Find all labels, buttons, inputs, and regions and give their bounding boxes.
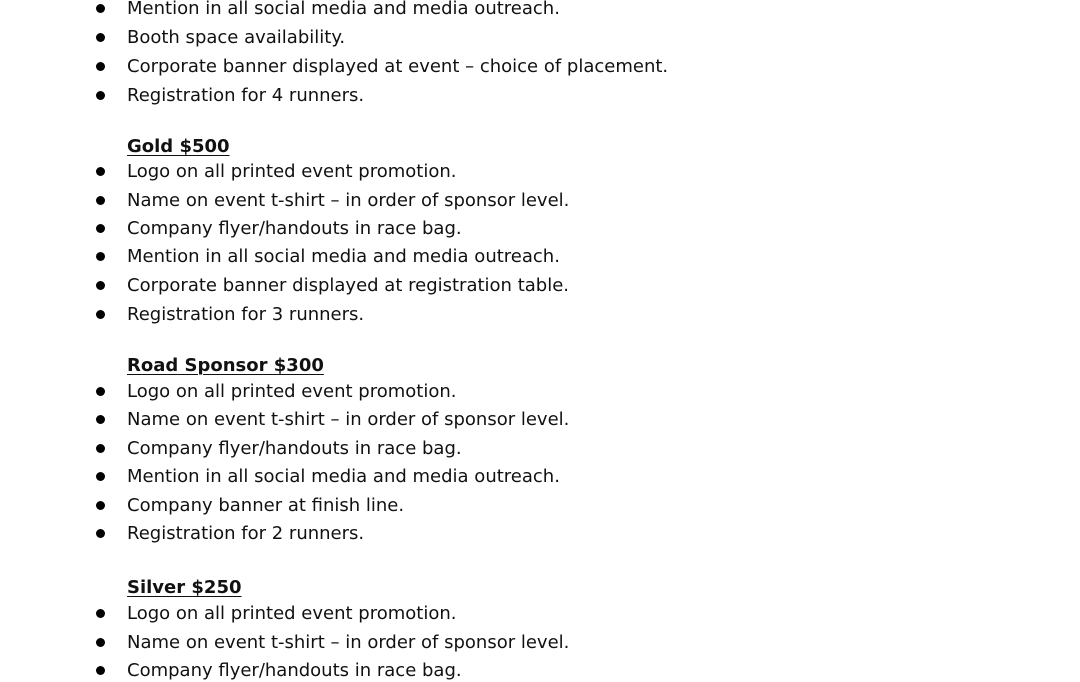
section-heading-gold: Gold $500 (127, 136, 230, 157)
list-item: Company flyer/handouts in race bag. (127, 438, 462, 459)
list-item: Mention in all social media and media outreach. (127, 0, 560, 19)
list-item: Logo on all printed event promotion. (127, 603, 457, 624)
section-heading-road-sponsor: Road Sponsor $300 (127, 355, 324, 376)
bullet-icon (96, 196, 105, 205)
bullet-icon (96, 529, 105, 538)
list-item: Registration for 2 runners. (127, 523, 365, 544)
bullet-icon (96, 472, 105, 481)
list-item: Mention in all social media and media outreach. (127, 246, 560, 267)
bullet-icon (96, 501, 105, 510)
list-item: Company flyer/handouts in race bag. (127, 218, 462, 239)
list-item: Company flyer/handouts in race bag. (127, 660, 462, 681)
list-item: Registration for 3 runners. (127, 304, 365, 325)
list-item: Logo on all printed event promotion. (127, 381, 457, 402)
bullet-icon (96, 666, 105, 675)
bullet-icon (96, 310, 105, 319)
list-item: Name on event t-shirt – in order of sponsor level. (127, 190, 570, 211)
section-heading-silver: Silver $250 (127, 577, 242, 598)
bullet-icon (96, 415, 105, 424)
list-item: Logo on all printed event promotion. (127, 161, 457, 182)
bullet-icon (96, 638, 105, 647)
list-item: Name on event t-shirt – in order of sponsor level. (127, 632, 570, 653)
bullet-icon (96, 252, 105, 261)
bullet-icon (96, 609, 105, 618)
bullet-icon (96, 4, 105, 13)
list-item: Company banner at finish line. (127, 495, 405, 516)
bullet-icon (96, 33, 105, 42)
bullet-icon (96, 281, 105, 290)
list-item: Mention in all social media and media outreach. (127, 466, 560, 487)
list-item: Booth space availability. (127, 27, 346, 48)
bullet-icon (96, 167, 105, 176)
list-item: Registration for 4 runners. (127, 85, 365, 106)
list-item: Corporate banner displayed at registration table. (127, 275, 570, 296)
bullet-icon (96, 224, 105, 233)
list-item: Corporate banner displayed at event – choice of placement. (127, 56, 669, 77)
bullet-icon (96, 387, 105, 396)
bullet-icon (96, 91, 105, 100)
list-item: Name on event t-shirt – in order of sponsor level. (127, 409, 570, 430)
bullet-icon (96, 444, 105, 453)
bullet-icon (96, 62, 105, 71)
